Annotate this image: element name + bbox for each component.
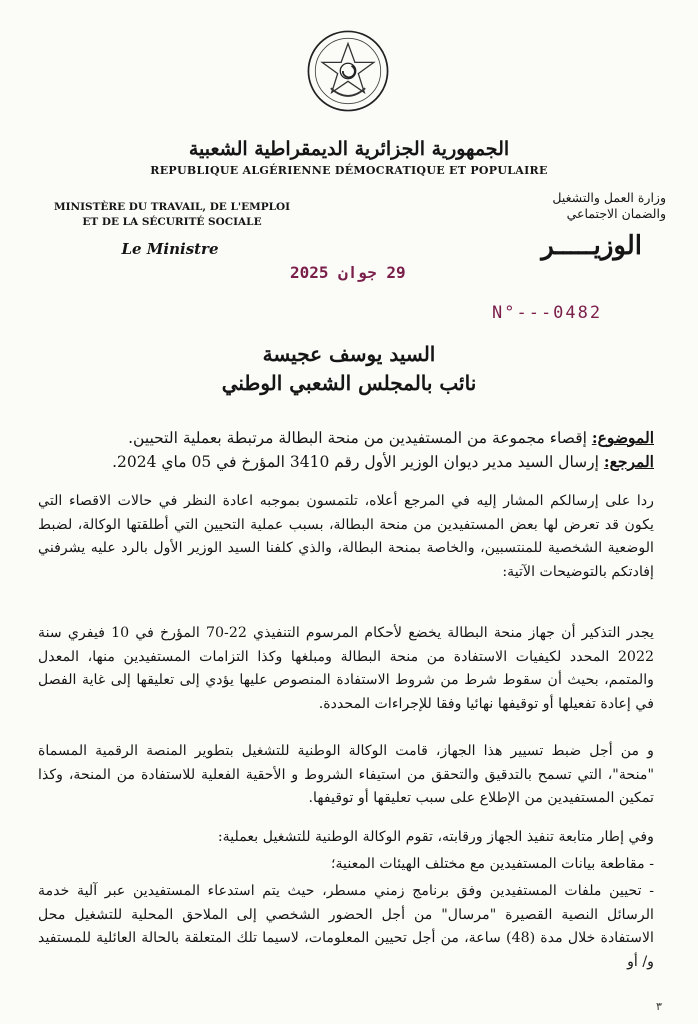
ministry-fr-line1: MINISTÈRE DU TRAVAIL, DE L'EMPLOI (53, 201, 291, 213)
body-paragraph-3: و من أجل ضبط تسيير هذا الجهاز، قامت الوكالة الوطنية للتشغيل بتطوير المنصة الرقمية المسماة "منحة"، التي تسمح بالتدقيق والتحقق من استيفاء الشروط و الأحقية الفعلية للاستفادة من المنحة، وكذا تمكين المستفيدين من الإطلاع على سبب تعليقها أو توقيفها. (38, 743, 654, 806)
reference-line (44, 450, 654, 474)
ministry-name-ar (466, 190, 666, 222)
body-paragraph-4: وفي إطار متابعة تنفيذ الجهاز ورقابته، تقوم الوكالة الوطنية للتشغيل بعملية: (217, 829, 654, 845)
page-number: ٣ (656, 1000, 662, 1013)
republic-title-ar: الجمهورية الجزائرية الديمقراطية الشعبية (188, 138, 510, 160)
state-emblem-icon (305, 28, 391, 114)
bullet-item-2: - تحيين ملفات المستفيدين وفق برنامج زمني مسطر، حيث يتم استدعاء المستفيدين عبر آلية خدمة الرسائل النصية القصيرة "مرسال" من أجل الحضور الشخصي إلى الملاحق المحلية للتشغيل محل الاستفادة خلال مدة (48) ساعة، من أجل تحيين المعلومات، لاسيما تلك المتعلقة بالحالة العائلية للمستفيد و/ أو (38, 883, 654, 970)
subject-label: الموضوع: (591, 428, 654, 447)
recipient-title: نائب بالمجلس الشعبي الوطني (221, 371, 477, 395)
body-paragraph-2: يجدر التذكير أن جهاز منحة البطالة يخضع لأحكام المرسوم التنفيذي 22-70 المؤرخ في 10 فيفري سنة 2022 المحدد لكيفيات الاستفادة من منحة البطالة ومبلغها وكذا التزامات المستفيدين منها، المعدل والمتمم، بحيث أن سقوط شرط من شروط الاستفادة المنصوص عليها يؤدي إلى تعليقها إلى غاية الفصل في إعادة تفعيلها أو توقيفها نهائيا وفقا للإجراءات المحددة. (38, 625, 654, 712)
republic-title-fr: REPUBLIQUE ALGÉRIENNE DÉMOCRATIQUE ET POPULAIRE (150, 164, 548, 177)
subject-text: إقصاء مجموعة من المستفيدين من منحة البطالة مرتبطة بعملية التحيين. (128, 429, 587, 447)
recipient-name: السيد يوسف عجيسة (262, 342, 436, 366)
bullet-item-1: - مقاطعة بيانات المستفيدين مع مختلف الهيئات المعنية؛ (330, 856, 654, 872)
subject-line (44, 426, 654, 450)
minister-label-ar: الوزيـــــر (541, 231, 642, 261)
ministry-ar-line1: وزارة العمل والتشغيل (552, 190, 666, 205)
ministry-ar-line2: والضمان الاجتماعي (566, 206, 666, 221)
body-paragraph-1: ردا على إرسالكم المشار إليه في المرجع أعلاه، تلتمسون بموجبه اعادة النظر في حالات الاقصاء التي يكون قد تعرض لها بعض المستفيدين من منحة البطالة، بسبب عملية التحيين التي أطلقتها الوكالة، لضبط الوضعية الشخصية للمنتسبين، والخاصة بمنحة البطالة، والذي كلفنا السيد الوزير الأول بالرد عليه يشرفني إفادتكم بالتوضيحات الآتية: (38, 493, 654, 580)
le-ministre-label: Le Ministre (121, 240, 219, 258)
ministry-name-fr (52, 200, 292, 230)
reference-label: المرجع: (603, 452, 654, 471)
date-stamp: 29 جوان 2025 (290, 263, 406, 282)
ministry-fr-line2: ET DE LA SÉCURITÉ SOCIALE (82, 216, 262, 228)
reference-text: إرسال السيد مدير ديوان الوزير الأول رقم 3410 المؤرخ في 05 ماي 2024. (112, 453, 599, 471)
reference-number-stamp: N°---0482 (492, 303, 603, 323)
subject-block (44, 426, 654, 474)
